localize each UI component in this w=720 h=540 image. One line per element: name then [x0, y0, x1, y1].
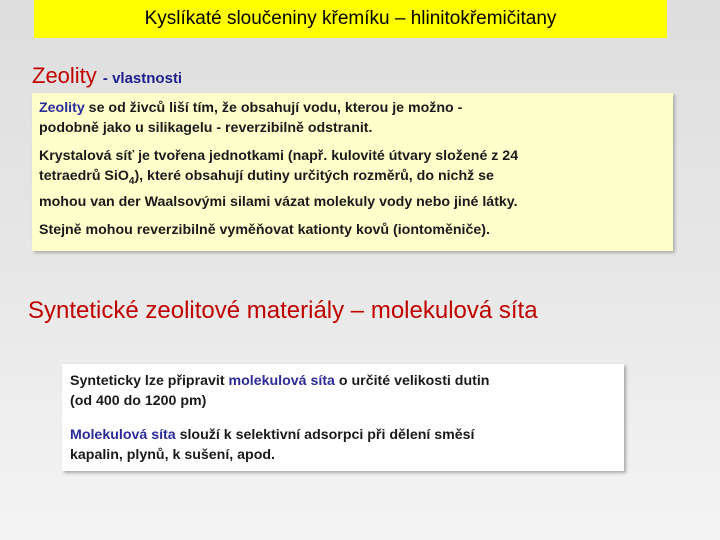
zeolity-term: Zeolity	[39, 100, 85, 116]
p2-line2-b: ), které obsahují dutiny určitých rozměrů, do nichž se	[134, 168, 494, 184]
zeolity-properties-box	[32, 93, 673, 251]
sieves-term-1: molekulová síta	[228, 373, 335, 389]
p2-line2-subscript: 4	[128, 175, 135, 187]
zeolity-subheading: - vlastnosti	[102, 70, 183, 87]
sieves-paragraph-1	[70, 371, 616, 411]
p2-line1: Krystalová síť je tvořena jednotkami (např. kulovité útvary složené z 24	[39, 148, 519, 164]
p1-line1-rest: se od živců liší tím, že obsahují vodu, kterou je možno -	[84, 100, 463, 116]
p1-line2: podobně jako u silikagelu - reverzibilně odstranit.	[39, 120, 373, 136]
slide-title	[34, 0, 667, 38]
sieves-paragraph-2	[70, 425, 616, 465]
properties-paragraph-3	[39, 220, 666, 240]
molecular-sieves-box	[62, 364, 624, 471]
p2-line3: mohou van der Waalsovými silami vázat molekuly vody nebo jiné látky.	[39, 193, 518, 210]
slide-title-text: Kyslíkaté sloučeniny křemíku – hlinitokřemičitany	[144, 8, 557, 29]
s1-line2: (od 400 do 1200 pm)	[70, 393, 207, 409]
s1-a: Synteticky lze připravit	[70, 373, 229, 389]
p3-text: Stejně mohou reverzibilně vyměňovat kationty kovů (iontoměniče).	[39, 221, 490, 238]
properties-paragraph-2	[39, 146, 666, 212]
molecular-sieves-heading	[28, 297, 538, 325]
zeolity-heading	[32, 63, 182, 89]
s2-line2: kapalin, plynů, k sušení, apod.	[70, 447, 275, 463]
zeolity-heading-text: Zeolity	[32, 63, 97, 88]
properties-paragraph-1	[39, 98, 666, 138]
molecular-sieves-heading-text: Syntetické zeolitové materiály – molekulová síta	[28, 297, 538, 324]
s1-b: o určité velikosti dutin	[334, 373, 490, 389]
s2-a: slouží k selektivní adsorpci při dělení směsí	[175, 427, 475, 443]
p2-line2-a: tetraedrů SiO	[39, 168, 129, 184]
sieves-term-2: Molekulová síta	[70, 427, 176, 443]
